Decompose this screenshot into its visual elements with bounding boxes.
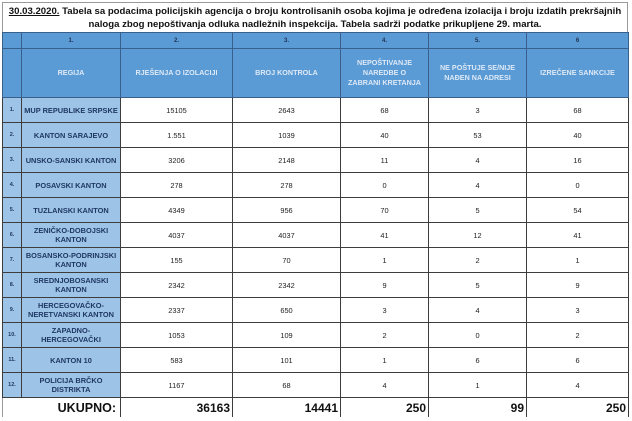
cell-kontrole: 70 bbox=[233, 248, 341, 273]
cell-izolacija: 3206 bbox=[121, 148, 233, 173]
cell-izolacija: 1053 bbox=[121, 323, 233, 348]
cell-sankcije: 3 bbox=[527, 298, 629, 323]
row-index: 8. bbox=[3, 273, 22, 298]
column-number: 4. bbox=[341, 33, 429, 49]
row-index: 1. bbox=[3, 98, 22, 123]
cell-nepostivanje: 3 bbox=[341, 298, 429, 323]
column-number: 6 bbox=[527, 33, 629, 49]
table-row bbox=[3, 248, 629, 273]
header-row bbox=[3, 49, 629, 98]
title-line2: naloga zbog nepoštivanja odluka nadležnih inspekcija. Tabela sadrži podatke prikupljene 29. marta. bbox=[88, 19, 542, 30]
total-sankcije: 250 bbox=[527, 398, 629, 418]
table-body bbox=[3, 98, 629, 398]
cell-sankcije: 4 bbox=[527, 373, 629, 398]
cell-nije-nadjen: 3 bbox=[429, 98, 527, 123]
cell-kontrole: 278 bbox=[233, 173, 341, 198]
cell-nije-nadjen: 4 bbox=[429, 148, 527, 173]
row-index: 4. bbox=[3, 173, 22, 198]
cell-nije-nadjen: 2 bbox=[429, 248, 527, 273]
corner-cell bbox=[3, 49, 22, 98]
row-index: 6. bbox=[3, 223, 22, 248]
cell-sankcije: 6 bbox=[527, 348, 629, 373]
column-header-kontrole: BROJ KONTROLA bbox=[233, 49, 341, 98]
column-header-regija: REGIJA bbox=[22, 49, 121, 98]
cell-nepostivanje: 0 bbox=[341, 173, 429, 198]
total-kontrole: 14441 bbox=[233, 398, 341, 418]
total-izolacija: 36163 bbox=[121, 398, 233, 418]
title-line1: Tabela sa podacima policijskih agencija o broju kontrolisanih osoba kojima je određena izolacija i broju izdatih prekršajnih bbox=[59, 6, 622, 17]
cell-sankcije: 9 bbox=[527, 273, 629, 298]
region-name: SREDNJOBOSANSKI KANTON bbox=[22, 273, 121, 298]
cell-sankcije: 40 bbox=[527, 123, 629, 148]
cell-nepostivanje: 40 bbox=[341, 123, 429, 148]
cell-nije-nadjen: 53 bbox=[429, 123, 527, 148]
row-index: 2. bbox=[3, 123, 22, 148]
cell-nije-nadjen: 6 bbox=[429, 348, 527, 373]
cell-kontrole: 2342 bbox=[233, 273, 341, 298]
region-name: BOSANSKO-PODRINJSKI KANTON bbox=[22, 248, 121, 273]
cell-izolacija: 155 bbox=[121, 248, 233, 273]
table-row bbox=[3, 123, 629, 148]
region-name: POLICIJA BRČKO DISTRIKTA bbox=[22, 373, 121, 398]
cell-nepostivanje: 4 bbox=[341, 373, 429, 398]
cell-kontrole: 101 bbox=[233, 348, 341, 373]
cell-izolacija: 2342 bbox=[121, 273, 233, 298]
cell-sankcije: 2 bbox=[527, 323, 629, 348]
cell-kontrole: 4037 bbox=[233, 223, 341, 248]
cell-sankcije: 16 bbox=[527, 148, 629, 173]
table-row bbox=[3, 348, 629, 373]
table-row bbox=[3, 298, 629, 323]
table-row bbox=[3, 223, 629, 248]
column-number: 1. bbox=[22, 33, 121, 49]
data-table bbox=[2, 32, 629, 417]
cell-izolacija: 1167 bbox=[121, 373, 233, 398]
cell-nepostivanje: 11 bbox=[341, 148, 429, 173]
column-header-nije-nadjen: NE POŠTUJE SE/NIJE NAĐEN NA ADRESI bbox=[429, 49, 527, 98]
table-row bbox=[3, 198, 629, 223]
table-row bbox=[3, 273, 629, 298]
cell-nepostivanje: 1 bbox=[341, 248, 429, 273]
column-header-sankcije: IZREČENE SANKCIJE bbox=[527, 49, 629, 98]
totals-blank bbox=[3, 398, 22, 418]
cell-kontrole: 650 bbox=[233, 298, 341, 323]
cell-nepostivanje: 70 bbox=[341, 198, 429, 223]
region-name: MUP REPUBLIKE SRPSKE bbox=[22, 98, 121, 123]
region-name: UNSKO-SANSKI KANTON bbox=[22, 148, 121, 173]
cell-nije-nadjen: 12 bbox=[429, 223, 527, 248]
total-nepostivanje: 250 bbox=[341, 398, 429, 418]
cell-kontrole: 956 bbox=[233, 198, 341, 223]
cell-nije-nadjen: 5 bbox=[429, 273, 527, 298]
cell-sankcije: 41 bbox=[527, 223, 629, 248]
region-name: KANTON 10 bbox=[22, 348, 121, 373]
cell-sankcije: 1 bbox=[527, 248, 629, 273]
totals-row bbox=[3, 398, 629, 418]
table-row bbox=[3, 173, 629, 198]
cell-kontrole: 68 bbox=[233, 373, 341, 398]
row-index: 7. bbox=[3, 248, 22, 273]
column-number: 5. bbox=[429, 33, 527, 49]
column-header-nepostivanje: NEPOŠTIVANJE NAREDBE O ZABRANI KRETANJA bbox=[341, 49, 429, 98]
cell-kontrole: 2643 bbox=[233, 98, 341, 123]
title-date: 30.03.2020. bbox=[8, 6, 60, 17]
cell-izolacija: 15105 bbox=[121, 98, 233, 123]
cell-kontrole: 1039 bbox=[233, 123, 341, 148]
cell-nije-nadjen: 0 bbox=[429, 323, 527, 348]
cell-sankcije: 68 bbox=[527, 98, 629, 123]
column-number: 2. bbox=[121, 33, 233, 49]
region-name: HERCEGOVAČKO-NERETVANSKI KANTON bbox=[22, 298, 121, 323]
cell-izolacija: 2337 bbox=[121, 298, 233, 323]
cell-nije-nadjen: 4 bbox=[429, 173, 527, 198]
cell-izolacija: 583 bbox=[121, 348, 233, 373]
cell-nepostivanje: 2 bbox=[341, 323, 429, 348]
cell-nije-nadjen: 4 bbox=[429, 298, 527, 323]
column-header-izolacija: RJEŠENJA O IZOLACIJI bbox=[121, 49, 233, 98]
row-index: 9. bbox=[3, 298, 22, 323]
cell-sankcije: 54 bbox=[527, 198, 629, 223]
cell-nepostivanje: 9 bbox=[341, 273, 429, 298]
cell-nepostivanje: 1 bbox=[341, 348, 429, 373]
totals-label: UKUPNO: bbox=[22, 398, 121, 418]
table-row bbox=[3, 323, 629, 348]
column-number-row bbox=[3, 33, 629, 49]
cell-kontrole: 2148 bbox=[233, 148, 341, 173]
cell-kontrole: 109 bbox=[233, 323, 341, 348]
table-row bbox=[3, 98, 629, 123]
region-name: KANTON SARAJEVO bbox=[22, 123, 121, 148]
cell-nije-nadjen: 5 bbox=[429, 198, 527, 223]
cell-nepostivanje: 41 bbox=[341, 223, 429, 248]
region-name: ZENIČKO-DOBOJSKI KANTON bbox=[22, 223, 121, 248]
row-index: 12. bbox=[3, 373, 22, 398]
cell-nepostivanje: 68 bbox=[341, 98, 429, 123]
corner-cell bbox=[3, 33, 22, 49]
table-title bbox=[2, 2, 628, 32]
cell-izolacija: 4037 bbox=[121, 223, 233, 248]
row-index: 3. bbox=[3, 148, 22, 173]
table-row bbox=[3, 148, 629, 173]
cell-izolacija: 1.551 bbox=[121, 123, 233, 148]
table-row bbox=[3, 373, 629, 398]
total-nije-nadjen: 99 bbox=[429, 398, 527, 418]
cell-nije-nadjen: 1 bbox=[429, 373, 527, 398]
cell-izolacija: 4349 bbox=[121, 198, 233, 223]
region-name: ZAPADNO-HERCEGOVAČKI bbox=[22, 323, 121, 348]
row-index: 5. bbox=[3, 198, 22, 223]
region-name: TUZLANSKI KANTON bbox=[22, 198, 121, 223]
cell-sankcije: 0 bbox=[527, 173, 629, 198]
cell-izolacija: 278 bbox=[121, 173, 233, 198]
row-index: 11. bbox=[3, 348, 22, 373]
column-number: 3. bbox=[233, 33, 341, 49]
region-name: POSAVSKI KANTON bbox=[22, 173, 121, 198]
row-index: 10. bbox=[3, 323, 22, 348]
